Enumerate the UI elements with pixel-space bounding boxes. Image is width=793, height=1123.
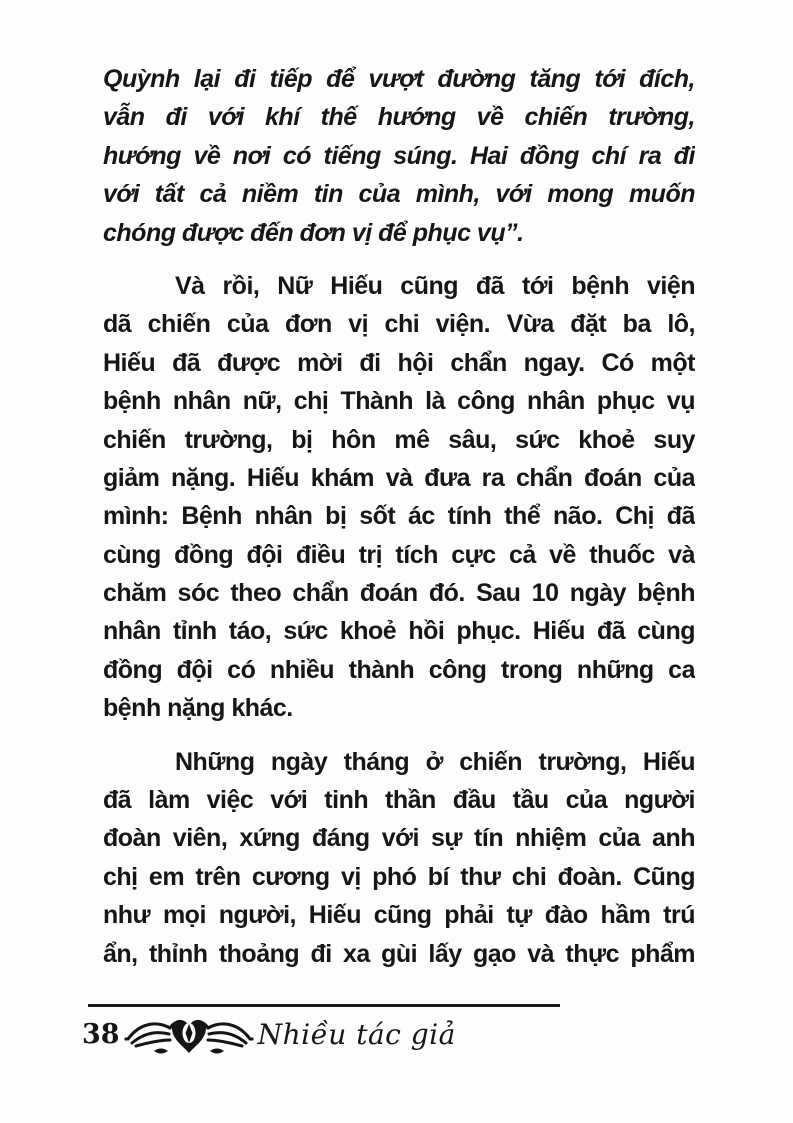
text-line: đoàn viên, xứng đáng với sự tín nhiệm của anh [103,824,695,853]
text-line: ẩn, thỉnh thoảng đi xa gùi lấy gạo và thực phẩm [103,939,695,968]
text-line: dã chiến của đơn vị chi viện. Vừa đặt ba lô, [103,310,695,339]
text-line: giảm nặng. Hiếu khám và đưa ra chẩn đoán của [103,463,695,492]
text-line: chóng được đến đơn vị để phục vụ”. [103,218,524,247]
text-line: cùng đồng đội điều trị tích cực cả về thuốc và [103,540,695,569]
text-line: bệnh nhân nữ, chị Thành là công nhân phục vụ [103,387,695,416]
text-line: Quỳnh lại đi tiếp để vượt đường tăng tới đích, [103,65,695,93]
text-line: mình: Bệnh nhân bị sốt ác tính thể não. Chị đã [103,502,695,531]
text-line: vẫn đi với khí thế hướng về chiến trường, [103,103,695,132]
body-paragraph-1 [103,267,695,728]
text-line: chăm sóc theo chẩn đoán đó. Sau 10 ngày bệnh [103,579,695,608]
text-line: đã làm việc với tinh thần đầu tầu của người [103,786,695,815]
text-line: với tất cả niềm tin của mình, với mong muốn [103,180,695,209]
floral-flourish-icon [124,1012,254,1058]
quote-paragraph [103,60,695,252]
text-line: chiến trường, bị hôn mê sâu, sức khoẻ suy [103,425,695,454]
text-line: chị em trên cương vị phó bí thư chi đoàn. Cũng [103,862,695,891]
text-line: Và rồi, Nữ Hiếu cũng đã tới bệnh viện [175,271,695,300]
body-paragraph-2 [103,743,695,973]
page-text [103,60,695,973]
footer-rule [88,1004,560,1007]
page-number: 38 [82,1019,120,1050]
text-line: đồng đội có nhiều thành công trong những ca [103,655,695,684]
text-line: hướng về nơi có tiếng súng. Hai đồng chí ra đi [103,141,695,170]
text-line: như mọi người, Hiếu cũng phải tự đào hầm trú [103,901,695,930]
author-label: Nhiều tác giả [257,1018,456,1051]
text-line: Hiếu đã được mời đi hội chẩn ngay. Có một [103,348,695,377]
page-footer [82,1012,456,1058]
text-line: Những ngày tháng ở chiến trường, Hiếu [175,747,695,776]
text-line: nhân tỉnh táo, sức khoẻ hồi phục. Hiếu đã cùng [103,617,695,646]
text-line: bệnh nặng khác. [103,694,293,723]
